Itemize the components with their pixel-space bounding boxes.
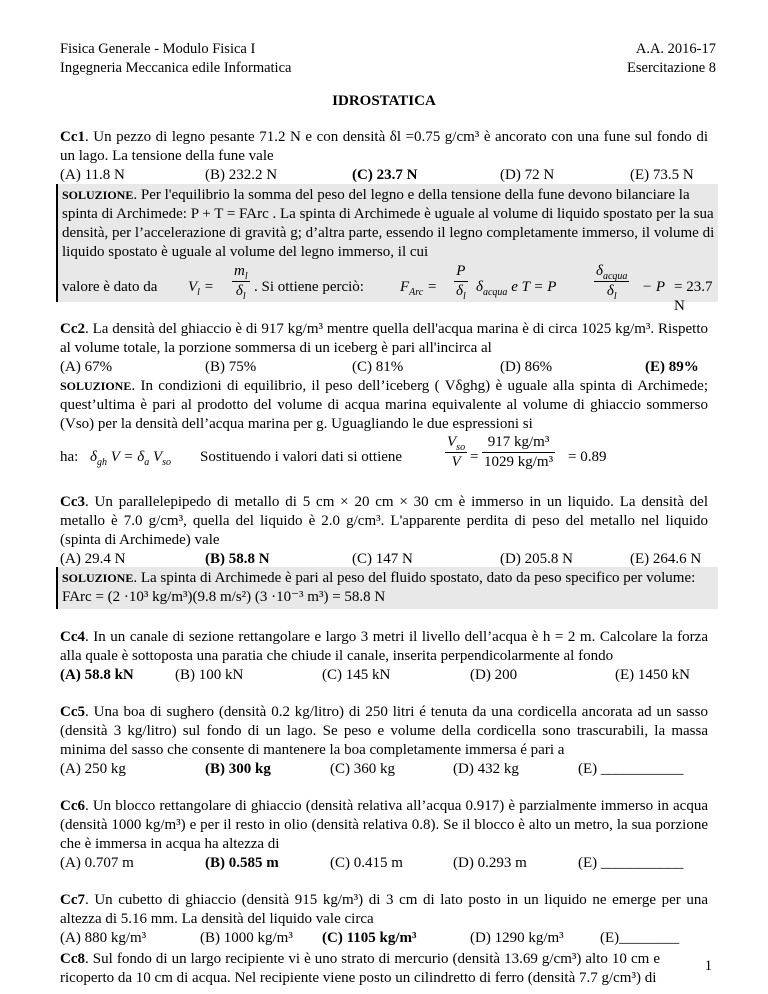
option-d: (D) 72 N — [500, 167, 555, 183]
problem-cc3 — [60, 493, 708, 550]
problem-label: Cc4 — [60, 629, 85, 645]
problem-text: . In un canale di sezione rettangolare e largo 3 metri il livello dell’acqua è h = 2 m. Calcolare la forza alla quale è sottoposta una paratia che chiude il canale, inserita perpendicolarmente al fondo — [60, 629, 708, 664]
solution-formula: valore è dato da $V_l$ = $\frac{m_l}{\delta_l}$ . Si ottiene perciò: $F_{Arc}$ = $\frac{P}{\delta_l}$ $\delta_{acqua}$ e T = P $\delta_{acqua}$ $\delta_l$ − P = 23.7 N — [62, 263, 713, 314]
solution-text: . In condizioni di equilibrio, il peso dell’iceberg ( Vδghg) è uguale alla spinta di Archimede; quest’ultima è pari al prodotto del volume di acqua marina equivalente al volume di ghiaccio sommerso (Vso) per la densità dell’acqua marina per g. Uguagliando le due espressioni si — [60, 378, 708, 432]
solution-text: . Per l'equilibrio la somma del peso del legno e della tensione della fune devono bilanciare la spinta di Archimede: P + T = FArc . La spinta di Archimede è uguale al volume di liquido spostato per la sua densità, per l’accelerazione di gravità g; d’altra parte, essendo il legno completamente immerso, il volume di liquido spostato è uguale al volume del legno immerso, il cui — [62, 187, 715, 260]
problem-cc1 — [60, 128, 708, 166]
option-e: (E) ___________ — [578, 761, 684, 777]
option-c: (C) 0.415 m — [330, 855, 403, 871]
option-e: (E) 1450 kN — [615, 667, 690, 683]
problem-text: . Una boa di sughero (densità 0.2 kg/litro) di 250 litri é tenuta da una cordicella ancorata ad un sasso (densità 3 kg/litro) sul fondo di un lago. Se peso e volume della cordicella sono trascurabili, la massa minima del sasso che consente di mantenere la boa completamente immersa é pari a — [60, 704, 708, 758]
option-d: (D) 200 — [470, 667, 518, 683]
option-c: (C) 360 kg — [330, 761, 395, 777]
problem-cc4 — [60, 628, 708, 666]
page-number: 1 — [704, 958, 712, 974]
option-a: (A) 67% — [60, 359, 113, 375]
option-b: (B) 100 kN — [175, 667, 244, 683]
option-a: (A) 29.4 N — [60, 551, 126, 567]
problem-text: . Sul fondo di un largo recipiente vi è uno strato di mercurio (densità 13.69 g/cm³) alto 10 cm e ricoperto da 10 cm di acqua. Nel recipiente viene posto un cilindretto di ferro (densità 7.7 g/cm³) di — [60, 951, 660, 986]
course-subtitle: Ingegneria Meccanica edile Informatica — [60, 60, 292, 76]
option-c: (C) 147 N — [352, 551, 413, 567]
solution-text: . La spinta di Archimede è pari al peso del fluido spostato, dato da peso specifico per volume: FArc = (2 ·10³ kg/m³)(9.8 m/s²) (3 ·10⁻³ m³) = 58.8 N — [62, 570, 696, 605]
option-c-correct: (C) 1105 kg/m³ — [322, 930, 417, 946]
option-a-correct: (A) 58.8 kN — [60, 667, 134, 683]
problem-label: Cc3 — [60, 494, 85, 510]
option-b-correct: (B) 300 kg — [205, 761, 271, 777]
problem-text: . La densità del ghiaccio è di 917 kg/m³ mentre quella dell'acqua marina è di circa 1025 kg/m³. Rispetto al volume totale, la porzione sommersa di un iceberg è pari all'incirca al — [60, 321, 708, 356]
solution-tag: SOLUZIONE — [62, 188, 134, 202]
problem-label: Cc7 — [60, 892, 85, 908]
problem-text: . Un blocco rettangolare di ghiaccio (densità relativa all’acqua 0.917) è parzialmente immerso in acqua (densità 1000 kg/m³) e per il resto in olio (densità relativa 0.8). Se il blocco è alto un metro, la sua porzione che è immersa in acqua ha altezza di — [60, 798, 708, 852]
problem-label: Cc8 — [60, 951, 85, 967]
option-e: (E) 73.5 N — [630, 167, 694, 183]
option-c: (C) 145 kN — [322, 667, 391, 683]
option-a: (A) 11.8 N — [60, 167, 125, 183]
problem-text: . Un cubetto di ghiaccio (densità 915 kg/m³) di 3 cm di lato posto in un liquido ne emerge per una altezza di 5.16 mm. La densità del liquido vale circa — [60, 892, 708, 927]
solution-tag: SOLUZIONE — [62, 571, 134, 585]
problem-text: . Un parallelepipedo di metallo di 5 cm × 20 cm × 30 cm è immerso in un liquido. La densità del metallo è 7.0 g/cm³, quella del liquido è 2.0 g/cm³. L'apparente perdita di peso del metallo nel liquido (spinta di Archimede) vale — [60, 494, 708, 548]
option-b-correct: (B) 0.585 m — [205, 855, 279, 871]
option-d: (D) 432 kg — [453, 761, 519, 777]
option-c-correct: (C) 23.7 N — [352, 167, 418, 183]
problem-cc5 — [60, 703, 708, 760]
problem-cc2 — [60, 320, 708, 358]
solution-cc3 — [56, 567, 718, 609]
problem-cc8 — [60, 950, 660, 988]
header-left — [60, 40, 291, 78]
problem-label: Cc2 — [60, 321, 85, 337]
header-right — [627, 40, 716, 78]
problem-cc6 — [60, 797, 708, 854]
academic-year: A.A. 2016-17 — [635, 41, 716, 57]
problem-label: Cc1 — [60, 129, 85, 145]
option-d: (D) 0.293 m — [453, 855, 527, 871]
solution-cc1 — [56, 184, 718, 314]
option-b: (B) 232.2 N — [205, 167, 278, 183]
course-title: Fisica Generale - Modulo Fisica I — [60, 41, 256, 57]
option-e: (E) ___________ — [578, 855, 684, 871]
option-b-correct: (B) 58.8 N — [205, 551, 270, 567]
exercise-number: Esercitazione 8 — [627, 60, 716, 76]
page-title: IDROSTATICA — [332, 93, 436, 109]
solution-formula-cc2: ha: $\delta_{gh}$ $V = \delta_a$ $V_{so}$ Sostituendo i valori dati si ottiene $V_{so}$ V = $\frac{\text{917 kg/m³}}{\text{1029 kg/m³}}$ = 0.89 — [60, 434, 607, 470]
problem-label: Cc6 — [60, 798, 85, 814]
option-a: (A) 880 kg/m³ — [60, 930, 147, 946]
option-c: (C) 81% — [352, 359, 404, 375]
option-a: (A) 250 kg — [60, 761, 126, 777]
solution-tag: SOLUZIONE — [60, 379, 132, 393]
option-d: (D) 86% — [500, 359, 553, 375]
option-e: (E)________ — [600, 930, 680, 946]
option-b: (B) 1000 kg/m³ — [200, 930, 293, 946]
problem-label: Cc5 — [60, 704, 85, 720]
solution-cc2 — [60, 377, 708, 434]
problem-cc7 — [60, 891, 708, 929]
problem-text: . Un pezzo di legno pesante 71.2 N e con densità δl =0.75 g/cm³ è ancorato con una fune sul fondo di un lago. La tensione della fune vale — [60, 129, 708, 164]
option-d: (D) 205.8 N — [500, 551, 573, 567]
option-d: (D) 1290 kg/m³ — [470, 930, 564, 946]
option-b: (B) 75% — [205, 359, 257, 375]
option-a: (A) 0.707 m — [60, 855, 134, 871]
option-e-correct: (E) 89% — [645, 359, 699, 375]
option-e: (E) 264.6 N — [630, 551, 702, 567]
